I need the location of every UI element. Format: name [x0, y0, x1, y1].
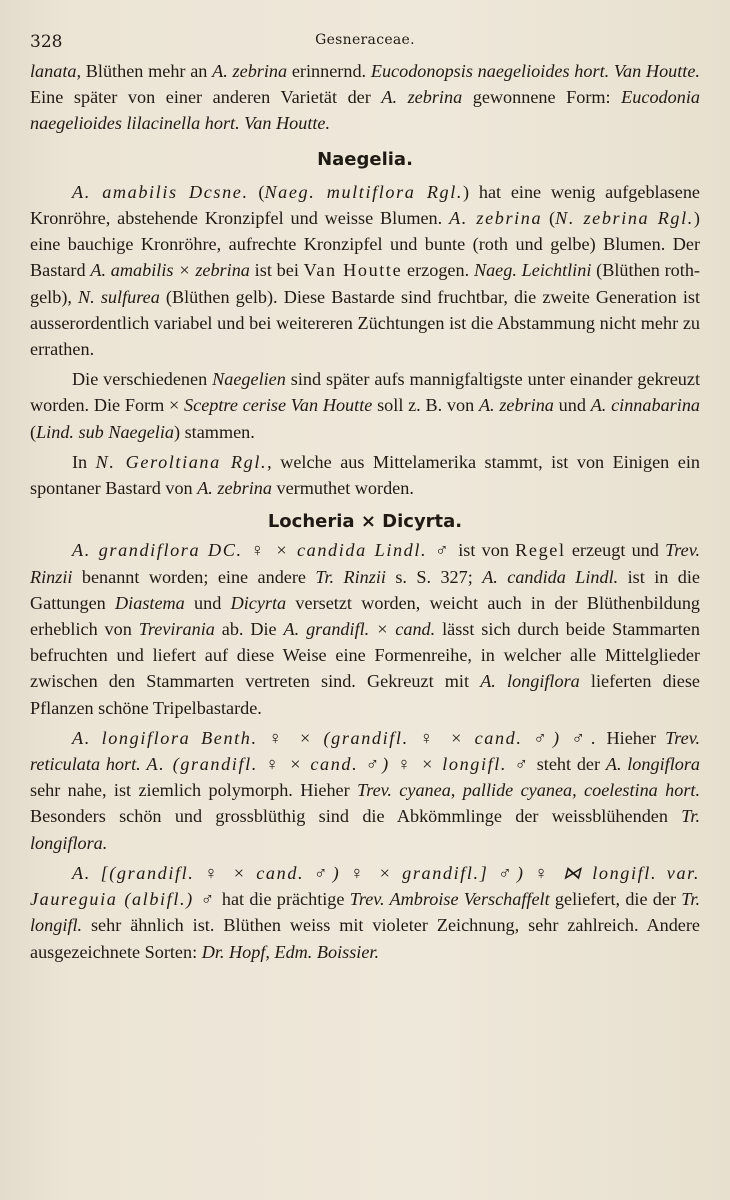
- text-span: A. [(grandifl. ♀ × cand. ♂) ♀ × grandifl.] ♂) ♀ ⋈ longifl. var. Jaureguia (albifl.) ♂: [30, 862, 700, 910]
- text-span: Eine später von einer anderen Varietät der: [30, 87, 382, 108]
- text-span: lässt sich durch beide Stammarten befruchten und liefert auf diese Weise eine Formenreihe, in welcher alle Mittelglieder zwischen den Stammarten vertreten sind. Gekreuzt mit: [30, 619, 700, 692]
- text-span: A. zebrina: [381, 87, 463, 108]
- page-number: 328: [30, 32, 63, 52]
- text-span: (Blüthen roth-gelb),: [30, 260, 700, 307]
- text-span: , welche aus Mittelamerika stammt, ist von Einigen ein spontaner Bastard von: [30, 451, 700, 499]
- naegelia-paragraph-3: [30, 449, 700, 501]
- text-span: N. sulfurea: [78, 286, 160, 307]
- text-span: A. (grandifl. ♀ × cand. ♂) ♀ × longifl. ♂: [146, 754, 531, 775]
- text-span: lieferten diese Pflanzen schöne Tripelbastarde.: [30, 671, 700, 718]
- locheria-paragraph-1: [30, 537, 700, 720]
- locheria-paragraph-2: [30, 725, 700, 856]
- text-span: soll z. B. von: [372, 395, 479, 416]
- text-span: A. zebrina: [449, 208, 543, 229]
- text-span: Hieher: [597, 727, 666, 748]
- text-span: ) eine bauchige Kronröhre, aufrechte Kronzipfel und bunte (roth und gelbe) Blumen. Der Bastard: [30, 208, 700, 281]
- text-span: A. amabilis Dcsne.: [72, 181, 249, 202]
- text-span: A. cinnabarina: [590, 395, 701, 416]
- text-span: In: [72, 451, 96, 472]
- text-span: Naeg. multiflora Rgl.: [264, 181, 464, 202]
- text-span: gewonnene Form:: [462, 87, 622, 108]
- text-span: Dr. Hopf, Edm. Boissier.: [201, 941, 380, 962]
- text-span: erzeugt und: [565, 540, 666, 561]
- text-span: sehr ähnlich ist. Blüthen weiss mit violeter Zeichnung, sehr zahlreich. Andere ausgezeichnete Sorten:: [30, 915, 700, 962]
- text-span: Naeg. Leichtlini: [473, 260, 592, 281]
- text-span: ) hat eine wenig aufgeblasene Kronröhre, abstehende Kronzipfel und weisse Blumen.: [30, 181, 700, 229]
- text-span: ist bei: [249, 260, 304, 281]
- text-span: benannt worden; eine andere: [72, 566, 316, 587]
- text-span: sehr nahe, ist ziemlich polymorph. Hieher: [30, 780, 358, 801]
- text-span: und: [553, 395, 591, 416]
- text-span: Eucodonia naegelioides lilacinella hort. Van Houtte.: [30, 87, 700, 134]
- text-span: (: [30, 421, 37, 442]
- text-span: geliefert, die der: [549, 889, 682, 910]
- text-span: A. candida Lindl.: [482, 566, 619, 587]
- text-span: erzogen.: [402, 260, 474, 281]
- text-span: Trevirania: [138, 619, 215, 640]
- text-span: lanata,: [30, 61, 82, 81]
- text-span: A. zebrina: [197, 478, 272, 499]
- text-span: ×: [169, 395, 180, 416]
- text-span: Die verschiedenen: [72, 369, 213, 390]
- naegelia-paragraph-1: [30, 179, 700, 362]
- text-span: Diastema: [115, 592, 185, 613]
- text-span: Regel: [515, 540, 566, 561]
- text-span: A. zebrina: [478, 395, 554, 416]
- text-span: A. longiflora Benth. ♀ × (grandifl. ♀ × cand. ♂) ♂.: [72, 727, 598, 748]
- text-span: A. grandifl. × cand.: [283, 619, 436, 640]
- text-span: Dicyrta: [230, 592, 287, 613]
- text-span: ist von: [451, 540, 516, 561]
- text-span: Tr. Rinzii: [315, 566, 386, 587]
- text-span: und: [184, 592, 231, 613]
- section-heading-locheria: Locheria × Dicyrta.: [267, 511, 463, 533]
- text-span: Trev. cyanea, pallide cyanea, coelestina hort.: [357, 780, 700, 801]
- text-span: Sceptre cerise Van Houtte: [179, 395, 373, 416]
- section-heading-naegelia: Naegelia.: [317, 148, 413, 170]
- text-span: ab. Die: [214, 619, 284, 640]
- text-span: A. amabilis × zebrina: [90, 260, 250, 281]
- text-span: N. zebrina Rgl.: [555, 208, 694, 229]
- text-span: vermuthet worden.: [271, 478, 414, 499]
- text-span: hat die prächtige: [216, 889, 350, 910]
- text-span: A. zebrina: [212, 61, 288, 81]
- body-text: [30, 58, 700, 965]
- text-span: (: [542, 208, 556, 229]
- text-span: Tr. longifl.: [30, 889, 700, 936]
- text-span: Trev. Rinzii: [30, 540, 700, 587]
- text-span: A. grandiflora DC. ♀ × candida Lindl. ♂: [72, 540, 452, 561]
- text-span: Eucodonopsis naegelioides hort. Van Houtte.: [370, 61, 700, 81]
- text-span: steht der: [530, 754, 606, 775]
- text-span: Trev. reticulata hort.: [30, 727, 700, 775]
- text-span: A. longiflora: [480, 671, 580, 692]
- running-title: Gesneraceae.: [315, 32, 415, 48]
- naegelia-paragraph-2: [30, 366, 700, 445]
- locheria-paragraph-3: [30, 860, 700, 965]
- text-span: Van Houtte: [303, 260, 403, 281]
- text-span: (: [248, 181, 265, 202]
- intro-paragraph: [30, 58, 700, 137]
- text-span: sind später aufs mannigfaltigste unter einander gekreuzt worden. Die Form: [30, 369, 700, 416]
- text-span: (Blüthen gelb). Diese Bastarde sind fruchtbar, die zweite Generation ist ausserordentlich variabel und bei weitereren Züchtungen ist die Abstammung nicht mehr zu errathen.: [30, 286, 701, 360]
- text-span: versetzt worden, weicht auch in der Blüthenbildung erheblich von: [30, 592, 701, 640]
- text-span: Tr. longiflora.: [30, 806, 700, 853]
- running-head: [30, 28, 700, 58]
- text-span: erinnernd.: [287, 61, 371, 81]
- text-span: Naegelien: [212, 369, 286, 390]
- text-span: ist in die Gattungen: [30, 566, 700, 613]
- text-span: Blüthen mehr an: [81, 61, 213, 81]
- text-span: Trev. Ambroise Verschaffelt: [349, 889, 550, 910]
- text-span: A. longiflora: [605, 754, 701, 775]
- text-span: Lind. sub Naegelia: [36, 421, 174, 442]
- text-span: ) stammen.: [174, 421, 255, 442]
- text-span: N. Geroltiana Rgl.: [95, 451, 268, 472]
- text-span: s. S. 327;: [385, 566, 483, 587]
- text-span: Besonders schön und grossblüthig sind die Abkömmlinge der weissblühenden: [30, 806, 682, 827]
